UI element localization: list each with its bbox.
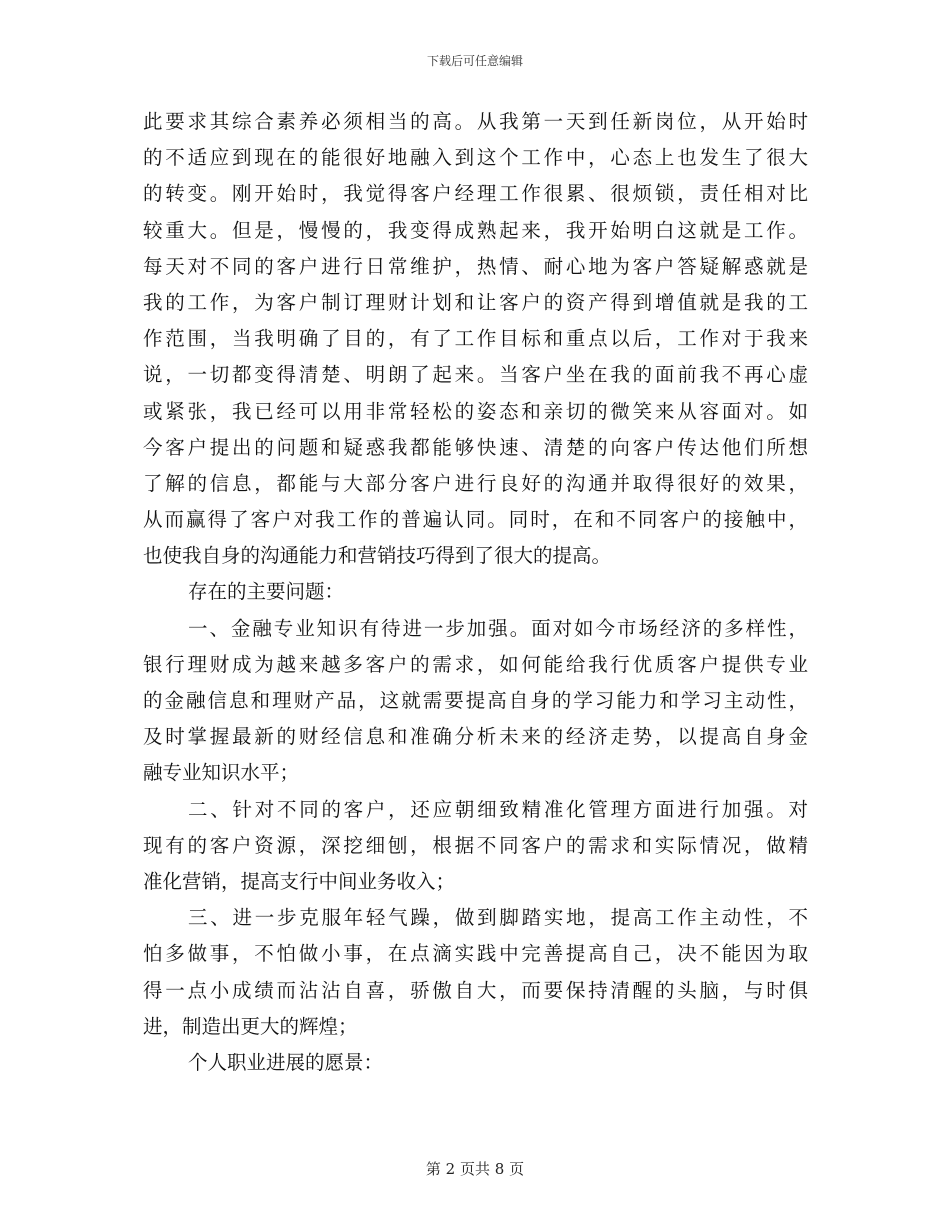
text-line: 怕多做事，不怕做小事，在点滴实践中完善提高自己，决不能因为取 xyxy=(143,942,808,966)
text-line: 的金融信息和理财产品，这就需要提高自身的学习能力和学习主动性， xyxy=(143,689,808,712)
text-line: 进，制造出更大的辉煌； xyxy=(143,1014,358,1038)
text-line: 说，一切都变得清楚、明朗了起来。当客户坐在我的面前我不再心虚 xyxy=(143,363,808,387)
text-line: 我的工作，为客户制订理财计划和让客户的资产得到增值就是我的工 xyxy=(143,290,808,314)
text-line: 或紧张，我已经可以用非常轻松的姿态和亲切的微笑来从容面对。如 xyxy=(143,399,808,423)
text-line: 及时掌握最新的财经信息和准确分析未来的经济走势，以提高自身金 xyxy=(143,725,808,749)
text-line: 今客户提出的问题和疑惑我都能够快速、清楚的向客户传达他们所想 xyxy=(143,435,808,459)
text-line: 准化营销，提高支行中间业务收入； xyxy=(143,869,456,893)
text-line: 得一点小成绩而沾沾自喜，骄傲自大，而要保持清醒的头脑，与时俱 xyxy=(143,978,808,1002)
text-line: 银行理财成为越来越多客户的需求，如何能给我行优质客户提供专业 xyxy=(143,652,808,676)
document-body xyxy=(143,104,808,1081)
page-header: 下载后可任意编辑 xyxy=(426,54,523,68)
text-line: 现有的客户资源，深挖细刨，根据不同客户的需求和实际情况，做精 xyxy=(143,833,808,857)
text-line: 一、金融专业知识有待进一步加强。面对如今市场经济的多样性， xyxy=(188,616,808,640)
text-line: 较重大。但是，慢慢的，我变得成熟起来，我开始明白这就是工作。 xyxy=(143,218,808,242)
text-line: 个人职业进展的愿景： xyxy=(188,1050,384,1074)
text-line: 的转变。刚开始时，我觉得客户经理工作很累、很烦锁，责任相对比 xyxy=(143,182,808,206)
text-line: 三、进一步克服年轻气躁，做到脚踏实地，提高工作主动性，不 xyxy=(188,906,808,930)
text-line: 二、针对不同的客户，还应朝细致精准化管理方面进行加强。对 xyxy=(188,797,808,821)
text-line: 从而赢得了客户对我工作的普遍认同。同时，在和不同客户的接触中， xyxy=(143,508,808,532)
text-line: 了解的信息，都能与大部分客户进行良好的沟通并取得很好的效果， xyxy=(143,471,808,495)
text-line: 每天对不同的客户进行日常维护，热情、耐心地为客户答疑解惑就是 xyxy=(143,254,808,278)
text-line: 融专业知识水平； xyxy=(143,761,300,785)
text-line: 存在的主要问题： xyxy=(188,580,345,604)
text-line: 也使我自身的沟通能力和营销技巧得到了很大的提高。 xyxy=(143,544,612,568)
page-footer: 第 2 页共 8 页 xyxy=(425,1160,525,1178)
text-line: 作范围，当我明确了目的，有了工作目标和重点以后，工作对于我来 xyxy=(143,327,808,351)
text-line: 的不适应到现在的能很好地融入到这个工作中，心态上也发生了很大 xyxy=(143,146,808,170)
text-line: 此要求其综合素养必须相当的高。从我第一天到任新岗位，从开始时 xyxy=(143,110,808,133)
